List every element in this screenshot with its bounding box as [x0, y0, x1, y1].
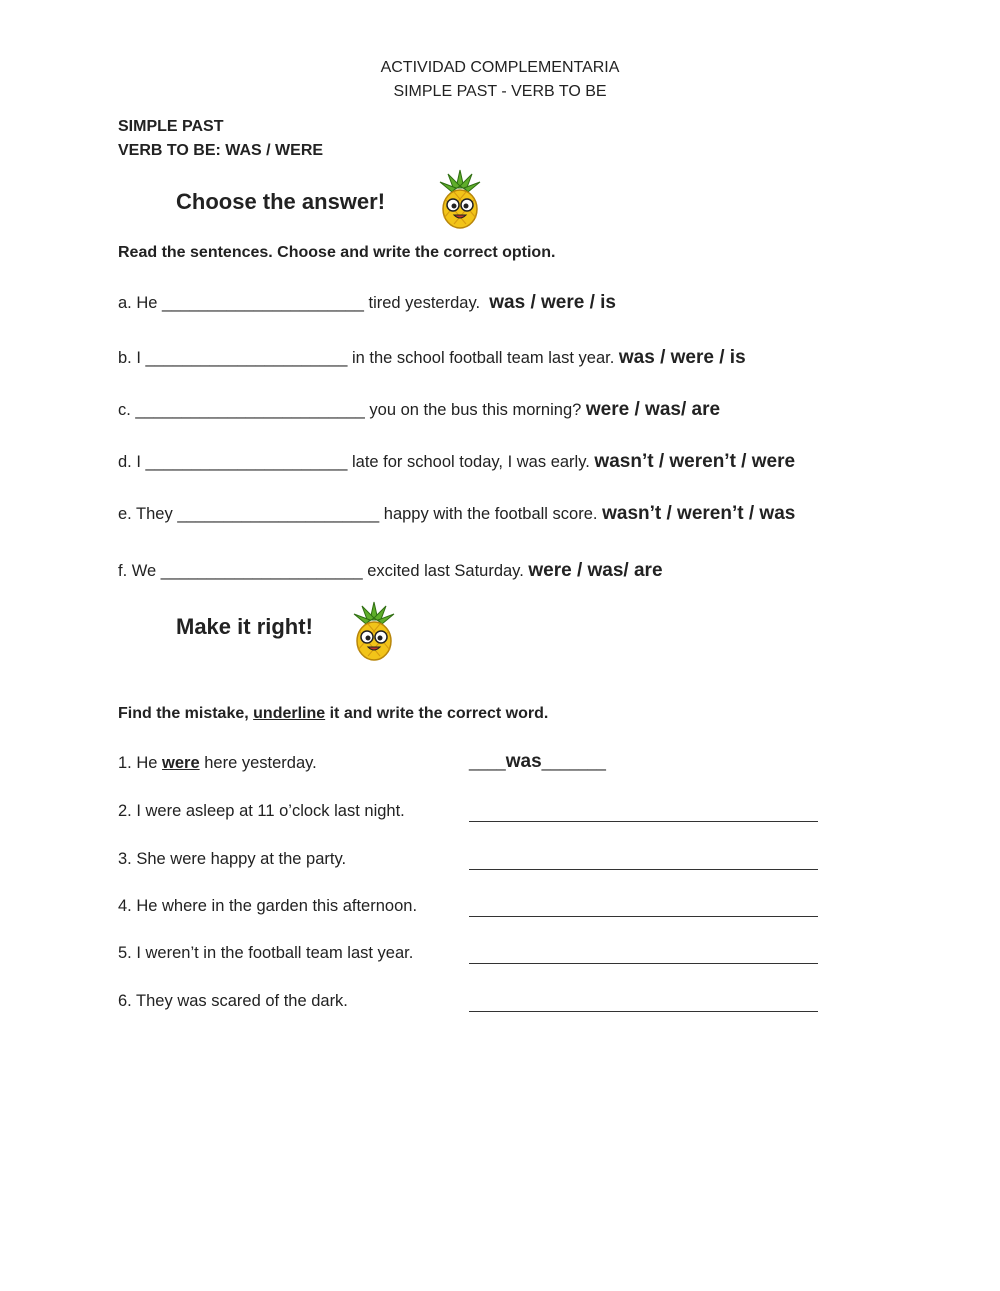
sentence-text: b. I ______________________ in the school football team last year. — [118, 349, 615, 367]
answer-line[interactable] — [469, 963, 818, 964]
instruction-underlined-word: underline — [253, 705, 326, 722]
section1-title: Choose the answer! — [176, 189, 386, 214]
pineapple-mascot-icon — [350, 600, 398, 662]
worksheet-header-title: ACTIVIDAD COMPLEMENTARIA — [380, 59, 620, 76]
answer-blank: _______ — [541, 753, 606, 771]
answer-options: were / was/ are — [585, 399, 721, 420]
answer-options: wasn’t / weren’t / was — [602, 503, 796, 524]
exercise-item-c — [118, 399, 720, 421]
answer-options: wasn’t / weren’t / were — [594, 451, 796, 472]
sentence-text: a. He ______________________ tired yesterday. — [118, 294, 481, 312]
answer-line[interactable] — [469, 916, 818, 917]
answer-options: was / were / is — [618, 347, 746, 368]
topic-subheading: VERB TO BE: WAS / WERE — [118, 142, 324, 159]
answer-line[interactable] — [469, 1011, 818, 1012]
correction-item-2: 2. I were asleep at 11 o’clock last night. — [118, 802, 405, 820]
section1-instruction: Read the sentences. Choose and write the correct option. — [118, 244, 556, 261]
sentence-text: here yesterday. — [199, 754, 317, 772]
item-number: 1. He — [118, 754, 163, 772]
answer-line[interactable] — [469, 869, 818, 870]
underlined-mistake: were — [162, 754, 200, 772]
exercise-item-a — [118, 292, 616, 314]
sentence-text: d. I ______________________ late for school today, I was early. — [118, 453, 590, 471]
answer-blank: ____ — [469, 753, 506, 771]
sentence-text: f. We ______________________ excited last Saturday. — [118, 562, 524, 580]
exercise-item-d — [118, 451, 795, 473]
sentence-text: c. _________________________ you on the bus this morning? — [118, 401, 582, 419]
answer-line[interactable] — [469, 821, 818, 822]
pineapple-mascot-icon — [436, 168, 484, 230]
section2-instruction — [118, 705, 548, 723]
exercise-item-e — [118, 503, 795, 525]
topic-heading: SIMPLE PAST — [118, 118, 224, 135]
worksheet-header-subtitle: SIMPLE PAST - VERB TO BE — [393, 83, 607, 100]
correction-item-6: 6. They was scared of the dark. — [118, 992, 348, 1010]
example-answer — [469, 751, 606, 773]
instruction-text: it and write the correct word. — [325, 705, 549, 722]
correction-item-4: 4. He where in the garden this afternoon. — [118, 897, 418, 915]
answer-text: was — [505, 751, 542, 772]
section2-title: Make it right! — [176, 614, 313, 639]
sentence-text: e. They ______________________ happy with the football score. — [118, 505, 598, 523]
correction-item-3: 3. She were happy at the party. — [118, 850, 347, 868]
correction-item-5: 5. I weren’t in the football team last year. — [118, 944, 414, 962]
answer-options: was / were / is — [489, 292, 616, 313]
exercise-item-f — [118, 560, 663, 582]
instruction-text: Find the mistake, — [118, 705, 254, 722]
exercise-item-b — [118, 347, 746, 369]
correction-item-1 — [118, 754, 317, 773]
answer-options: were / was/ are — [528, 560, 663, 581]
